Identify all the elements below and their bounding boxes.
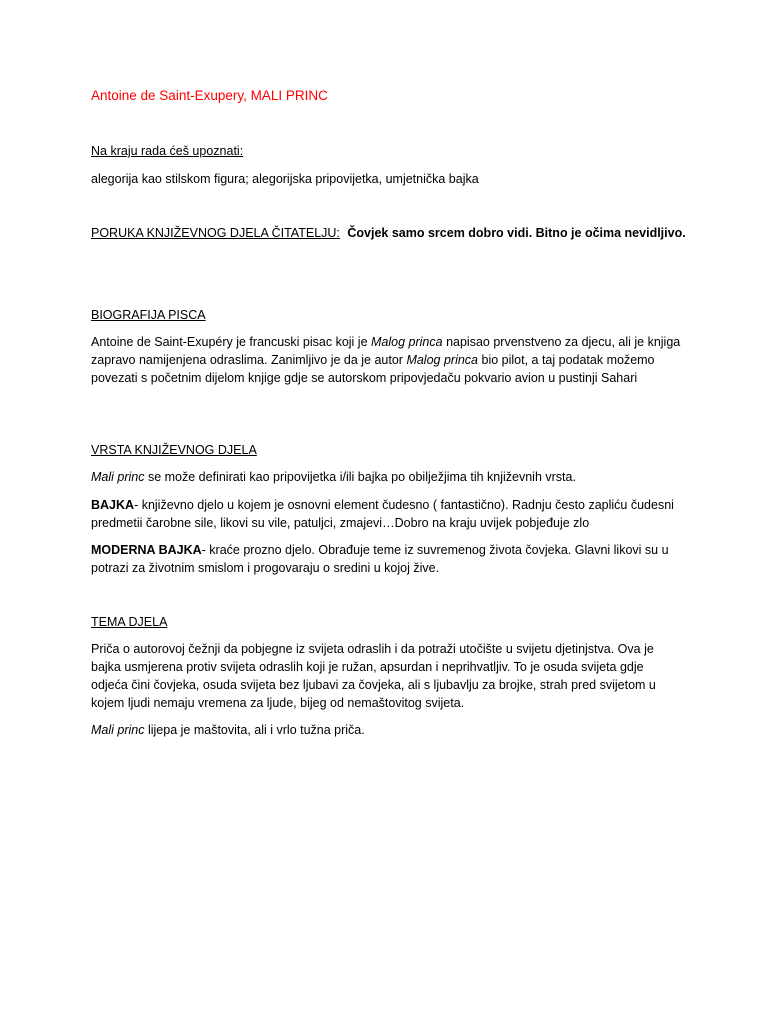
bio-italic-2: Malog princa bbox=[406, 353, 479, 367]
message-line bbox=[91, 225, 686, 241]
theme-text-2: lijepa je maštovita, ali i vrlo tužna priča. bbox=[144, 723, 365, 737]
kind-paragraph-1 bbox=[91, 468, 681, 486]
bajka-paragraph bbox=[91, 496, 681, 532]
bio-text-c: bio pilot, a taj podatak možemo povezati s početnim dijelom knjige gdje se autorskom pripovjedaču pokvario avion u pustinji Sahari bbox=[91, 353, 655, 385]
theme-paragraph-1: Priča o autorovoj čežnji da pobjegne iz svijeta odraslih i da potraži utočište u svijetu djetinjstva. Ova je bajka usmjerena protiv svijeta odraslih koji je ružan, apsurdan i neprihvatljiv. To je osuda svijeta gdje odjeća čini čovjeka, osuda svijeta bez ljubavi za čovjeka, ali s ljubavlju za brojke, strah pred svijetom u kojem ljudi nemaju vremena za ljude, bijeg od nemaštovitog svijeta. bbox=[91, 642, 656, 710]
moderna-bajka-paragraph bbox=[91, 541, 681, 577]
moderna-bajka-definition: - kraće prozno djelo. Obrađuje teme iz suvremenog života čovjeka. Glavni likovi su u potrazi za životnim smislom i progovaraju o sredini u kojoj žive. bbox=[91, 543, 669, 575]
bajka-term: BAJKA bbox=[91, 498, 135, 512]
kind-heading: VRSTA KNJIŽEVNOG DJELA bbox=[91, 443, 257, 457]
goals-text: alegorija kao stilskom figura; alegorijska pripovijetka, umjetnička bajka bbox=[91, 172, 479, 186]
theme-italic-title: Mali princ bbox=[91, 723, 145, 737]
bajka-definition: - književno djelo u kojem je osnovni element čudesno ( fantastično). Radnju često zapliću čudesni predmetii čarobne sile, likovi su vile, patuljci, zmajevi…Dobro na kraju uvijek pobjeđuje zlo bbox=[91, 498, 674, 530]
moderna-bajka-term: MODERNA BAJKA bbox=[91, 543, 202, 557]
kind-italic-title: Mali princ bbox=[91, 470, 145, 484]
kind-text-1: se može definirati kao pripovijetka i/ili bajka po obilježjima tih književnih vrsta. bbox=[144, 470, 576, 484]
bio-italic-1: Malog princa bbox=[371, 335, 443, 349]
bio-paragraph bbox=[91, 333, 681, 387]
message-text: Čovjek samo srcem dobro vidi. Bitno je očima nevidljivo. bbox=[347, 226, 686, 240]
theme-paragraph-2 bbox=[91, 721, 681, 739]
message-heading: PORUKA KNJIŽEVNOG DJELA ČITATELJU: bbox=[91, 226, 340, 240]
goals-heading: Na kraju rada ćeš upoznati: bbox=[91, 144, 244, 158]
document-title: Antoine de Saint-Exupery, MALI PRINC bbox=[91, 88, 328, 103]
bio-text-b: napisao prvenstveno za djecu, ali je knjiga zapravo namijenjena odraslima. Zanimljivo je da je autor bbox=[91, 335, 681, 367]
bio-text-a: Antoine de Saint-Exupéry je francuski pisac koji je bbox=[91, 335, 372, 349]
bio-heading: BIOGRAFIJA PISCA bbox=[91, 308, 206, 322]
theme-heading: TEMA DJELA bbox=[91, 615, 168, 629]
